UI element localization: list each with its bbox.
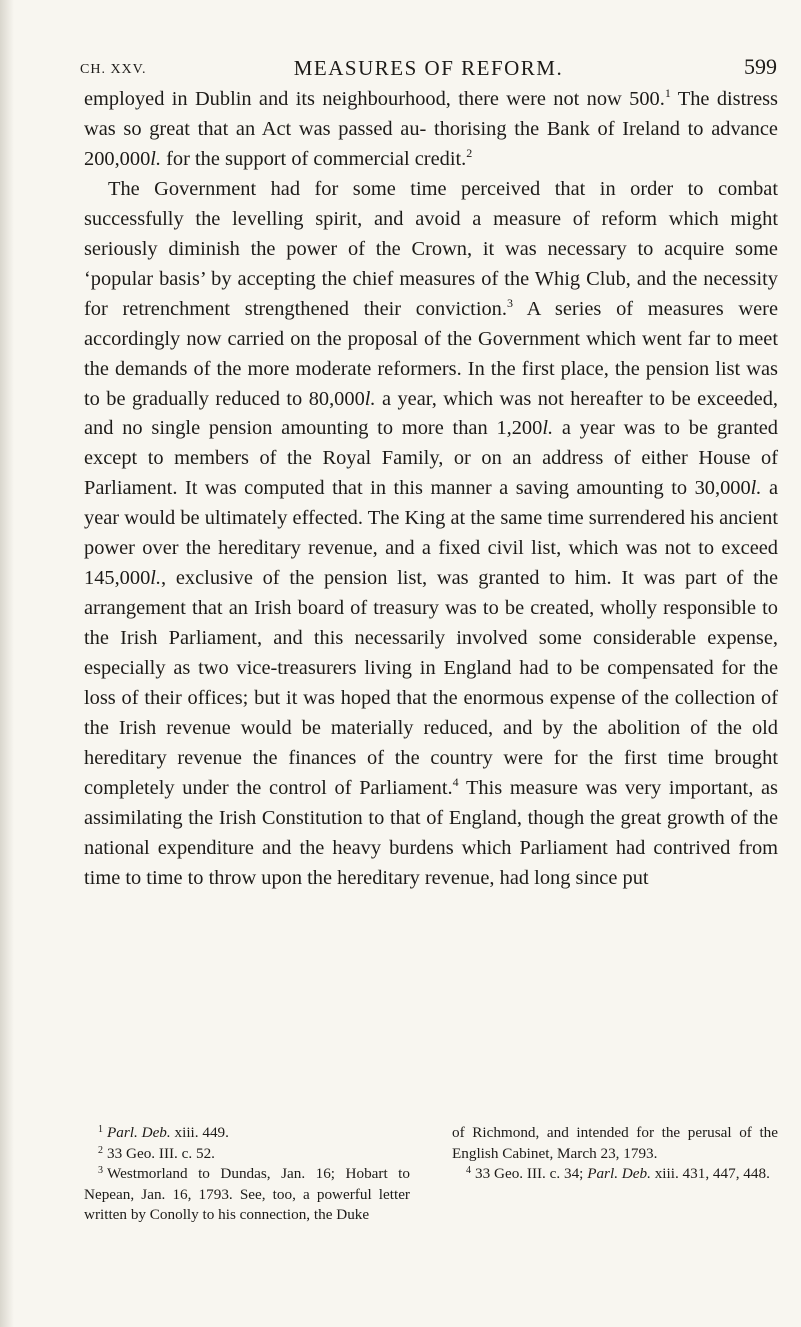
footnote-3-continued: of Richmond, and intended for the perusal of the English Cabinet, March 23, 1793. xyxy=(452,1124,778,1162)
main-text xyxy=(84,85,778,894)
page-spine-shadow xyxy=(0,0,14,1327)
footnote-4: $^4$ 33 Geo. III. c. 34; Parl. Deb. xiii. 431, 447, 448. xyxy=(466,1165,770,1183)
chapter-label: CH. XXV. xyxy=(80,62,147,77)
footnote-ref-1[interactable]: 1 xyxy=(664,86,671,100)
footnote-ref-4[interactable]: 4 xyxy=(452,774,459,789)
footnotes-left-column xyxy=(84,1123,410,1226)
footnotes-right-column xyxy=(452,1123,778,1226)
footnote-3: $^3$ Westmorland to Dundas, Jan. 16; Hobart to Nepean, Jan. 16, 1793. See, too, a powerful letter written by Conolly to his connection, the Duke xyxy=(84,1165,410,1224)
footnote-1: $^1$ Parl. Deb. xiii. 449. xyxy=(98,1124,229,1141)
paragraph-2: The Government had for some time perceived that in order to combat successfully the levelling spirit, and avoid a measure of reform which might seriously diminish the power of the Crown, it was necessary to acquire some ‘popular basis’ by accepting the chief measures of the Whig Club, and the necessity for retrenchment strengthened their conviction.$^3$ A series of measures were accordingly now carried on the proposal of the Government which went far to meet the demands of the more moderate reformers. In the first place, the pension list was to be gradually reduced to 80,000l. a year, which was not hereafter to be exceeded, and no single pension amounting to more than 1,200l. a year was to be granted except to members of the Royal Family, or on an address of either House of Parliament. It was computed that in this manner a saving amounting to 30,000l. a year would be ultimately effected. The King at the same time surrendered his ancient power over the hereditary revenue, and a fixed civil list, which was not to exceed 145,000l., exclusive of the pension list, was granted to him. It was part of the arrangement that an Irish board of treasury was to be created, wholly responsible to the Irish Parliament, and this necessarily involved some considerable expense, especially as two vice-treasurers living in England had to be compensated for the loss of their offices; but it was hoped that the enormous expense of the collection of the Irish revenue would be materially reduced, and by the abolition of the old hereditary revenue the finances of the country were for the first time brought completely under the control of Parliament.$^4$ This measure was very important, as assimilating the Irish Constitution to that of England, though the great growth of the national expenditure and the heavy burdens which Parliament had contrived from time to time to throw upon the hereditary revenue, had long since put xyxy=(84,177,779,889)
footnote-ref-2[interactable]: 2 xyxy=(466,145,473,160)
footnote-ref-3[interactable]: 3 xyxy=(506,295,513,310)
running-title: MEASURES OF REFORM. xyxy=(293,56,564,80)
footnote-2: $^2$ 33 Geo. III. c. 52. xyxy=(98,1144,215,1162)
footnotes xyxy=(84,1123,778,1226)
running-header xyxy=(80,50,777,84)
page-number: 599 xyxy=(744,54,777,79)
paragraph-1: employed in Dublin and its neighbourhood, there were not now 500.$^1$ The distress was so great that an Act was passed au- thorising the Bank of Ireland to advance 200,000l. for the support of commercial credit.$^2$ xyxy=(84,86,778,170)
